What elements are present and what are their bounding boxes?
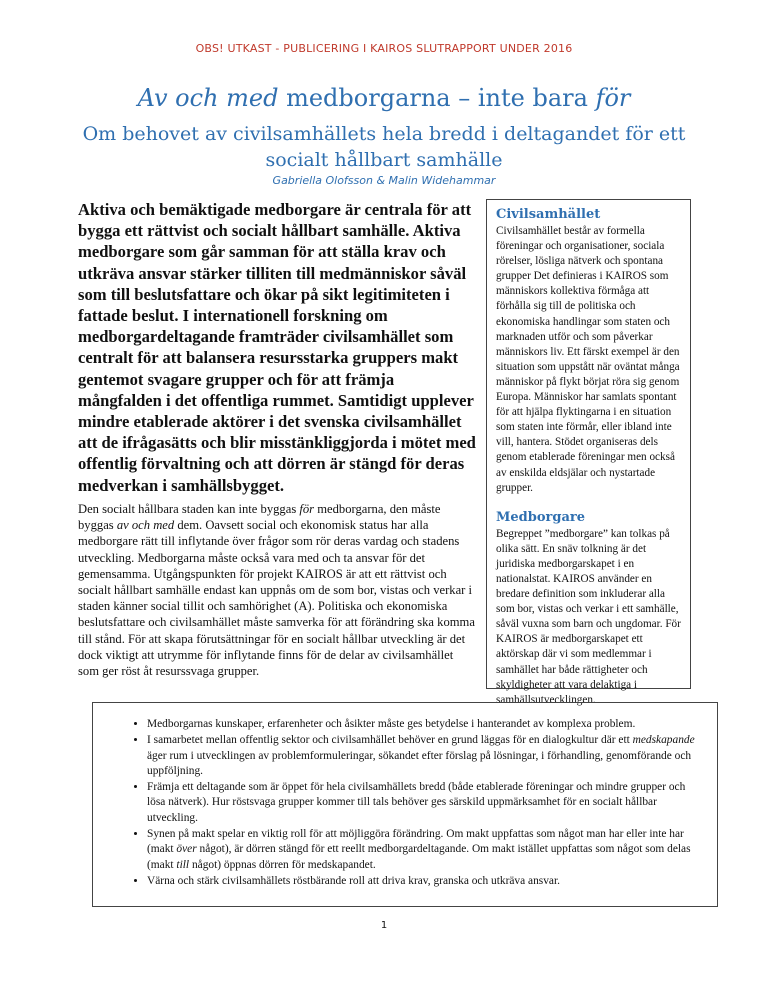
- list-item-text: Medborgarnas kunskaper, erfarenheter och åsikter måste ges betydelse i hanterandet av komplexa problem.: [147, 718, 636, 730]
- title-italic-end: för: [595, 84, 631, 112]
- page-subtitle: Om behovet av civilsamhällets hela bredd i deltagandet för ett socialt hållbart samhälle: [82, 123, 686, 171]
- list-item: [147, 780, 701, 826]
- list-item-text: Främja ett deltagande som är öppet för hela civilsamhällets bredd (både etablerade föreningar och mindre grupper och lösa nätverk). Hur röstsvaga grupper kommer till tals behöver ges särskild uppmärksamhet för en socialt hållbar utveckling.: [147, 781, 686, 824]
- civilsamhallet-text: Civilsamhället består av formella föreningar och organisationer, sociala rörelser, lösliga nätverk och spontana grupper Det definieras i KAIROS som människors kollektiva förmåga att förhålla sig till de politiska och ekonomiska handlingar som staten och marknaden utför och som påverkar människors liv. Ett färskt exempel är den situation som uppstått när oväntat många människor på flykt börjat röra sig genom Europa. Människor har samlats spontant för att hjälpa flyktingarna i en situation som staten inte förmår, eller ibland inte vill, hantera. Stödet organiseras dels genom etablerade föreningar men också av enskilda eldsjälar och nystartade grupper.: [496, 225, 680, 494]
- authors: Gabriella Olofsson & Malin Widehammar: [272, 174, 496, 187]
- civilsamhallet-heading: Civilsamhället: [496, 207, 601, 222]
- list-item-text: I samarbetet mellan offentlig sektor och civilsamhället behöver en grund läggas för en dialogkultur där ett: [147, 734, 633, 747]
- recommendations-box: [92, 702, 718, 907]
- list-item-text: Synen på makt spelar en viktig roll för att möjliggöra förändring. Om makt uppfattas som något man har eller inte har (makt: [147, 828, 684, 856]
- list-item-text: något), är dörren stängd för ett reellt medborgardeltagande. Om makt istället uppfattas som något som delas (makt: [147, 843, 691, 871]
- list-item: [147, 874, 701, 889]
- page-number: 1: [380, 920, 388, 931]
- list-item-text: något) öppnas dörren för medskapandet.: [189, 858, 376, 871]
- body-emphasis: av och med: [116, 518, 175, 533]
- medborgare-heading: Medborgare: [496, 509, 585, 525]
- body-text: dem. Oavsett social och ekonomisk status har alla medborgare rätt till inflytande över frågor som rör deras vardag och stadens utveckling. Medborgarna måste också vara med och ta ansvar för det gemensamma. Utgångspunkten för projekt KAIROS är att ett rättvist och socialt hållbart samhälle endast kan uppnås om de som bor, vistas och verkar i staden känner social tillit och samhörighet (A). Politiska och ekonomiska beslutsfattare och civilsamhället måste samverka för att förändring ska komma till stånd. För att skapa förutsättningar för en socialt hållbar utveckling är det dock viktigt att utrymme för inflytande finns för de delar av civilsamhället som ger röst åt resurssvaga grupper.: [78, 518, 475, 679]
- body-text: medborgarna, den måste byggas: [78, 502, 441, 533]
- list-item: [147, 827, 701, 873]
- list-item-text: Värna och stärk civilsamhällets röstbärande roll att driva krav, granska och utkräva ansvar.: [147, 874, 560, 887]
- title-main-part: medborgarna – inte bara: [278, 84, 596, 112]
- list-item-text: äger rum i utvecklingen av problemformuleringar, sökandet efter förslag på lösningar, i förhandling, genomförande och uppföljning.: [147, 749, 692, 777]
- body-text: Den socialt hållbara staden kan inte byggas: [78, 502, 300, 516]
- body-paragraph: [78, 501, 476, 679]
- list-item-emphasis: över: [176, 843, 197, 856]
- page-title: [0, 84, 768, 112]
- draft-notice: OBS! UTKAST - PUBLICERING I KAIROS SLUTRAPPORT UNDER 2016: [195, 42, 573, 55]
- definitions-sidebar: [486, 199, 691, 706]
- list-item-emphasis: till: [176, 858, 190, 871]
- medborgare-text: Begreppet ”medborgare” kan tolkas på olika sätt. En snäv tolkning är det juridiska medborgarskapet i en nationalstat. KAIROS använder en bredare definition som inkluderar alla som bor, vistas och verkar i ett samhälle, såväl vuxna som barn och ungdomar. För KAIROS är medborgarskapet ett aktörskap där vi som medlemmar i samhället har både rättigheter och skyldigheter att vara delaktiga i samhällsutvecklingen.: [496, 527, 681, 706]
- list-item-emphasis: medskapande: [632, 734, 695, 747]
- title-italic-part: Av och med: [137, 84, 279, 112]
- body-emphasis: för: [299, 502, 315, 516]
- list-item: [147, 733, 701, 779]
- recommendations-list: [117, 717, 701, 889]
- list-item: [147, 717, 701, 732]
- lead-paragraph: Aktiva och bemäktigade medborgare är centrala för att bygga ett rättvist och socialt hållbart samhälle. Aktiva medborgare som går samman för att ställa krav och utkräva ansvar stärker tilliten till medmänniskor såväl som till beslutsfattare och ökar på sikt legitimiteten i fattade beslut. I internationell forskning om medborgardeltagande framträder civilsamhället som centralt för att balansera resursstarka gruppers makt gentemot svagare grupper och för att främja mångfalden i det offentliga rummet. Samtidigt upplever mindre etablerade aktörer i det svenska civilsamhället att de ifrågasätts och blir misstänkliggjorda i mötet med offentlig förvaltning och att dörren är stängd för deras medverkan i samhällsbygget.: [78, 200, 476, 495]
